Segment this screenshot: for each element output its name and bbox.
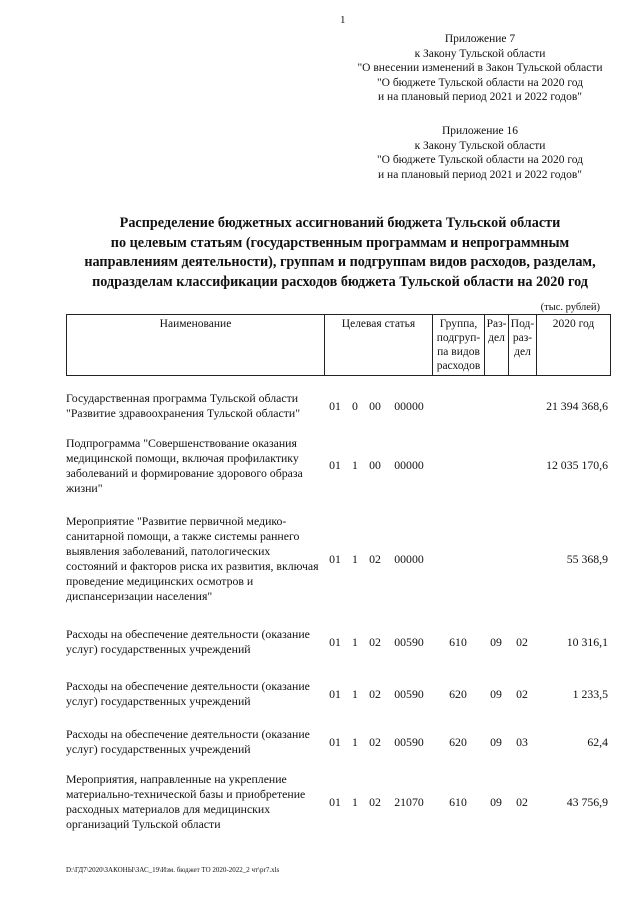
- row-name: Государственная программа Тульской области "Развитие здравоохранения Тульской области": [66, 391, 301, 420]
- title-line: подразделам классификации расходов бюджета Тульской области на 2020 год: [92, 273, 588, 290]
- target-code-subprogram: 1: [352, 734, 358, 749]
- target-code-program: 01: [329, 734, 341, 749]
- document-title: [60, 214, 620, 292]
- target-code-direction: 00000: [394, 551, 424, 566]
- target-code-activity: 02: [369, 794, 381, 809]
- annex-line: к Закону Тульской области: [414, 139, 546, 152]
- header-subsection: Под- раз- дел: [509, 315, 537, 376]
- row-name: Расходы на обеспечение деятельности (оказание услуг) государственных учреждений: [66, 679, 310, 708]
- table-header: [66, 314, 611, 376]
- subsection-code: 02: [516, 634, 528, 649]
- amount-2020: 1 233,5: [572, 686, 608, 701]
- section-code: [484, 385, 508, 427]
- table-row: [66, 504, 610, 614]
- target-code-direction: 00590: [394, 734, 424, 749]
- target-code-direction: 00590: [394, 686, 424, 701]
- row-name: Подпрограмма "Совершенствование оказания медицинской помощи, включая профилактику заболеваний и формирование здорового образа жизни": [66, 435, 303, 495]
- target-code-activity: 00: [369, 458, 381, 472]
- target-code-program: 01: [329, 551, 341, 566]
- annex-line: "О бюджете Тульской области на 2020 год: [376, 76, 584, 89]
- units-label: (тыс. рублей): [540, 302, 600, 313]
- target-code-activity: 02: [369, 686, 381, 701]
- expense-group: 620: [449, 686, 467, 701]
- subsection-code: [508, 504, 536, 614]
- target-code-direction: 00590: [394, 634, 424, 649]
- annex-16-block: [330, 124, 630, 182]
- file-path-footer: D:\ГД7\2020\ЗАКОНЫ\ЗАС_19\Изм. бюджет ТО 2020-2022_2 чт\pr7.xls: [66, 866, 280, 874]
- title-line: направлениям деятельности), группам и подгруппам видов расходов, разделам,: [84, 254, 596, 270]
- table-row: [66, 427, 610, 504]
- table-row: [66, 614, 610, 670]
- row-name: Мероприятия, направленные на укрепление материально-технической базы и приобретение расходных материалов для медицинских организаций Тульской области: [66, 772, 306, 831]
- page-number: 1: [340, 14, 346, 26]
- annex-7-block: [330, 32, 630, 105]
- expense-group: [432, 427, 484, 504]
- table-row: [66, 766, 610, 838]
- amount-2020: 12 035 170,6: [546, 458, 608, 472]
- header-section: Раз- дел: [485, 315, 509, 376]
- target-code-subprogram: 1: [352, 794, 358, 809]
- table-row: [66, 385, 610, 427]
- section-code: [484, 427, 508, 504]
- target-code-subprogram: 0: [352, 398, 358, 413]
- budget-table: [66, 385, 610, 838]
- annex-line: и на плановый период 2021 и 2022 годов": [378, 168, 582, 181]
- target-code-activity: 02: [369, 734, 381, 749]
- target-code-program: 01: [329, 686, 341, 701]
- title-line: по целевым статьям (государственным программам и непрограммным: [110, 234, 570, 251]
- header-target-article: Целевая статья: [325, 315, 433, 376]
- expense-group: [432, 504, 484, 614]
- section-code: [484, 504, 508, 614]
- table-row: [66, 670, 610, 718]
- amount-2020: 10 316,1: [566, 634, 608, 649]
- target-code-subprogram: 1: [352, 458, 358, 472]
- section-code: 09: [490, 686, 502, 701]
- annex-line: "О бюджете Тульской области на 2020 год: [376, 154, 584, 166]
- target-code-direction: 21070: [394, 794, 424, 809]
- subsection-code: 02: [516, 686, 528, 701]
- amount-2020: 62,4: [587, 734, 608, 749]
- section-code: 09: [490, 794, 502, 809]
- row-name: Расходы на обеспечение деятельности (оказание услуг) государственных учреждений: [66, 627, 310, 656]
- title-line: Распределение бюджетных ассигнований бюджета Тульской области: [119, 215, 561, 231]
- target-code-direction: 00000: [394, 398, 424, 413]
- target-code-activity: 02: [369, 551, 381, 566]
- subsection-code: [508, 427, 536, 504]
- annex-line: Приложение 16: [441, 125, 519, 137]
- row-name: Расходы на обеспечение деятельности (оказание услуг) государственных учреждений: [66, 727, 310, 756]
- section-code: 09: [490, 634, 502, 649]
- row-name: Мероприятие "Развитие первичной медико-санитарной помощи, а также системы раннего выявления заболеваний, патологических состояний и факторов риска их развития, включая проведение медицинских осмотров и диспансеризации населения": [66, 514, 319, 603]
- header-group: Группа, подгруп- па видов расходов: [433, 315, 485, 376]
- subsection-code: [508, 385, 536, 427]
- target-code-activity: 00: [369, 398, 381, 413]
- target-code-subprogram: 1: [352, 551, 358, 566]
- target-code-program: 01: [329, 458, 341, 472]
- amount-2020: 43 756,9: [566, 794, 608, 809]
- target-code-activity: 02: [369, 634, 381, 649]
- amount-2020: 21 394 368,6: [546, 398, 608, 413]
- table-row: [66, 718, 610, 766]
- target-code-direction: 00000: [394, 458, 424, 472]
- header-name: Наименование: [67, 315, 325, 376]
- subsection-code: 03: [516, 734, 528, 749]
- header-year: 2020 год: [537, 315, 611, 376]
- expense-group: 610: [449, 794, 467, 809]
- target-code-program: 01: [329, 634, 341, 649]
- annex-line: к Закону Тульской области: [414, 47, 546, 60]
- expense-group: 610: [449, 634, 467, 649]
- expense-group: [432, 385, 484, 427]
- section-code: 09: [490, 734, 502, 749]
- annex-line: Приложение 7: [444, 33, 516, 45]
- annex-line: и на плановый период 2021 и 2022 годов": [378, 91, 582, 103]
- target-code-subprogram: 1: [352, 634, 358, 649]
- amount-2020: 55 368,9: [566, 551, 608, 566]
- target-code-subprogram: 1: [352, 686, 358, 701]
- annex-line: "О внесении изменений в Закон Тульской области: [357, 62, 603, 74]
- expense-group: 620: [449, 734, 467, 749]
- target-code-program: 01: [329, 794, 341, 809]
- subsection-code: 02: [516, 794, 528, 809]
- target-code-program: 01: [329, 398, 341, 413]
